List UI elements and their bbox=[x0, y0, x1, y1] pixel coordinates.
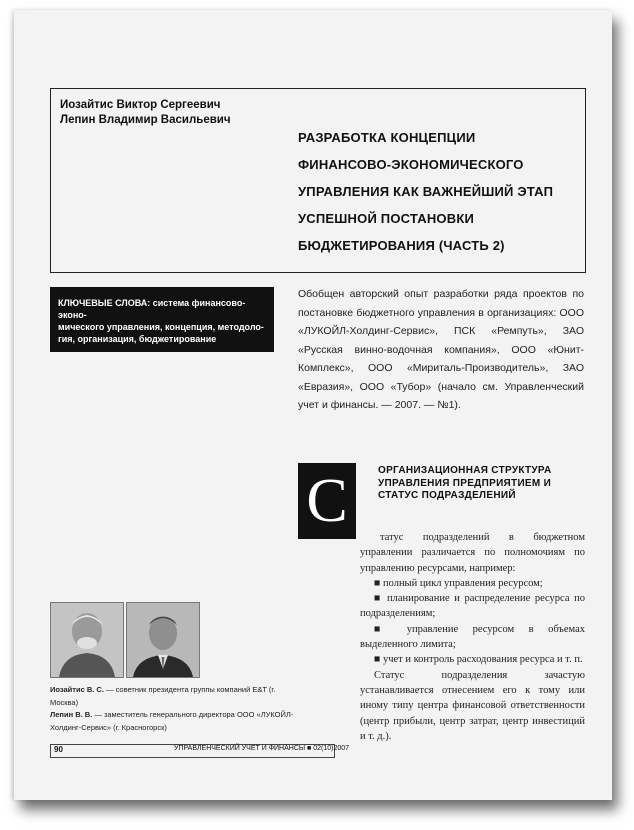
keywords-line: мического управления, концепция, методоло- bbox=[58, 322, 264, 332]
keywords-line: гия, организация, бюджетирование bbox=[58, 334, 217, 344]
caption-text: — заместитель генерального директора ООО «ЛУКОЙЛ-Холдинг-Сервис» (г. Красногорск) bbox=[50, 710, 294, 732]
bullet-item: ■ планирование и распределение ресурса по подразделениям; bbox=[360, 593, 585, 620]
intro-paragraph: татус подразделений в бюджетном управлении различается по полномочиям по управлению ресурсами, например: bbox=[360, 532, 585, 574]
caption-name: Лепин В. В. bbox=[50, 710, 93, 719]
photo-caption bbox=[50, 684, 300, 734]
body-text bbox=[360, 530, 585, 744]
title-line: БЮДЖЕТИРОВАНИЯ (ЧАСТЬ 2) bbox=[298, 238, 505, 253]
section-heading-line: СТАТУС ПОДРАЗДЕЛЕНИЙ bbox=[378, 490, 516, 501]
author-list bbox=[60, 98, 231, 128]
body-paragraph: Статус подразделения зачастую устанавливается отнесением его к тому или иному типу центра финансовой ответственности (центр прибыли, центр затрат, центр инвестиций и т. д.). bbox=[360, 669, 585, 742]
page-number: 90 bbox=[54, 745, 63, 754]
caption-line bbox=[50, 709, 300, 734]
journal-name: УПРАВЛЕНЧЕСКИЙ УЧЕТ И ФИНАНСЫ ■ 02(10)2007 bbox=[174, 745, 350, 752]
title-line: ФИНАНСОВО-ЭКОНОМИЧЕСКОГО bbox=[298, 157, 524, 172]
abstract-text: Обобщен авторский опыт разработки ряда проектов по постановке бюджетного управления в организациях: ООО «ЛУКОЙЛ-Холдинг-Сервис», ПСК «Ремпуть», ЗАО «Русская винно-водочная компания», ООО «Юнит-Комплекс», ООО «Мириталь-Производитель», ЗАО «Евразия», ООО «Тубор» (начало см. Управленческий учет и финансы. — 2007. — №1). bbox=[298, 288, 584, 411]
caption-text: — советник президента группы компаний E&T (г. Москва) bbox=[50, 685, 276, 707]
bullet-item: ■ полный цикл управления ресурсом; bbox=[374, 577, 543, 589]
section-heading-line: ОРГАНИЗАЦИОННАЯ СТРУКТУРА bbox=[378, 465, 552, 476]
drop-cap: С bbox=[298, 463, 356, 539]
author-photo bbox=[50, 602, 124, 678]
author-name: Лепин Владимир Васильевич bbox=[60, 114, 231, 126]
article-title bbox=[298, 124, 588, 259]
author-name: Иозайтис Виктор Сергеевич bbox=[60, 99, 221, 111]
title-line: РАЗРАБОТКА КОНЦЕПЦИИ bbox=[298, 130, 476, 145]
section-heading bbox=[378, 465, 588, 503]
title-line: УСПЕШНОЙ ПОСТАНОВКИ bbox=[298, 211, 475, 226]
keywords-line: КЛЮЧЕВЫЕ СЛОВА: система финансово-эконо- bbox=[58, 298, 246, 320]
section-heading-line: УПРАВЛЕНИЯ ПРЕДПРИЯТИЕМ И bbox=[378, 477, 552, 489]
title-line: УПРАВЛЕНИЯ КАК ВАЖНЕЙШИЙ ЭТАП bbox=[298, 184, 554, 199]
caption-line bbox=[50, 684, 300, 709]
bullet-item: ■ учет и контроль расходования ресурса и т. п. bbox=[374, 654, 583, 666]
keywords-box bbox=[50, 287, 274, 352]
bullet-item: ■ управление ресурсом в объемах выделенного лимита; bbox=[360, 623, 585, 651]
caption-name: Иозайтис В. С. bbox=[50, 685, 104, 694]
author-photo bbox=[126, 602, 200, 678]
